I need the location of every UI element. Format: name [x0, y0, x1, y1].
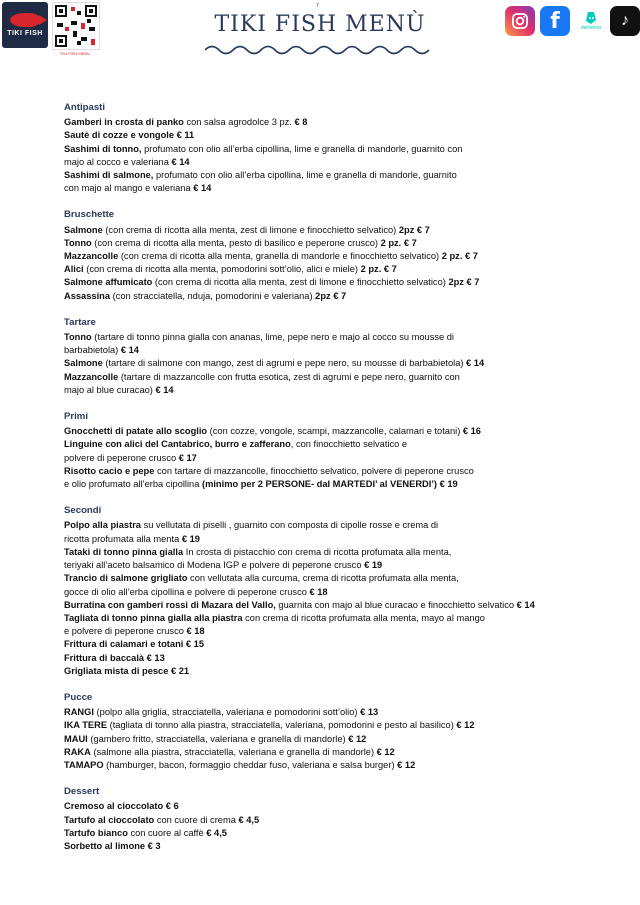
- menu-line-bold: 2 pz. € 7: [441, 251, 478, 262]
- menu-line-bold: € 18: [186, 626, 205, 637]
- section-title: Bruschette: [64, 209, 115, 221]
- menu-line-text: (con crema di ricotta alla menta, pesto di basilico e peperone crusco): [91, 237, 381, 248]
- qr-caption: TIKI FISH MENU: [59, 51, 91, 56]
- menu-line: [64, 182, 624, 195]
- menu-line: [64, 237, 624, 250]
- menu-line-bold: Tonno: [64, 332, 92, 343]
- instagram-icon[interactable]: [505, 6, 535, 36]
- menu-line-text: teriyaki all’aceto balsamico di Modena IGP e polvere di peperone crusco: [64, 560, 365, 571]
- menu-line-bold: € 14: [120, 345, 139, 356]
- menu-line-text: profumato con olio all’erba cipollina, lime e granella di mandorle, guarnito con: [141, 143, 463, 154]
- menu-line-bold: Salmone affumicato: [64, 277, 153, 288]
- menu-line-bold: Cremoso al cioccolato € 6: [64, 801, 179, 812]
- menu-line-bold: Assassina: [64, 290, 110, 301]
- menu-line-text: In crosta di pistacchio con crema di ricotta profumata alla menta,: [183, 546, 452, 557]
- section-title: Tartare: [64, 316, 96, 328]
- menu-line: [64, 746, 624, 759]
- menu-line-text: con tartare di mazzancolle, finocchietto selvatico, polvere di peperone crusco: [154, 465, 474, 476]
- menu-line-bold: € 19: [364, 560, 383, 571]
- menu-line-text: majo al blue curacao): [64, 384, 156, 395]
- menu-content: [64, 101, 624, 853]
- menu-line: [64, 169, 624, 182]
- menu-line-text: (tagliata di tonno alla piastra, stracciatella, valeriana, pomodorini e pesto al basilico): [107, 720, 457, 731]
- menu-line-bold: € 14: [466, 358, 485, 369]
- menu-line-bold: Burratina con gamberi rossi di Mazara del Vallo,: [64, 599, 276, 610]
- section-title: Pucce: [64, 691, 93, 703]
- section-title: Dessert: [64, 786, 100, 798]
- menu-line-bold: RAKA: [64, 746, 91, 757]
- menu-line-bold: € 12: [456, 720, 475, 731]
- menu-line-bold: € 17: [178, 452, 197, 463]
- menu-line-bold: € 4,5: [206, 827, 227, 838]
- menu-line-bold: 2pz € 7: [315, 290, 347, 301]
- menu-line-bold: Frittura di calamari e totani € 15: [64, 639, 205, 650]
- section-title: Primi: [64, 411, 88, 423]
- section-title: Secondi: [64, 505, 102, 517]
- facebook-icon[interactable]: f: [540, 6, 570, 36]
- menu-line: [64, 840, 624, 853]
- menu-line-bold: Sashimi di tonno,: [64, 143, 142, 154]
- menu-line-bold: MAUI: [64, 733, 88, 744]
- menu-line-bold: Sashimi di salmone,: [64, 170, 154, 181]
- menu-line-bold: € 14: [171, 156, 190, 167]
- menu-line-bold: € 13: [360, 707, 379, 718]
- menu-line: [64, 652, 624, 665]
- menu-line-bold: € 14: [516, 599, 535, 610]
- menu-line-text: con salsa agrodolce 3 pz.: [183, 117, 295, 128]
- menu-line: [64, 533, 624, 546]
- menu-line-bold: Gamberi in crosta di panko: [64, 117, 184, 128]
- menu-line: [64, 290, 624, 303]
- menu-line: [64, 665, 624, 678]
- menu-line: [64, 143, 624, 156]
- menu-line: [64, 344, 624, 357]
- menu-line: [64, 559, 624, 572]
- menu-line-bold: € 16: [462, 426, 481, 437]
- menu-line-bold: Tataki di tonno pinna gialla: [64, 546, 184, 557]
- menu-line-text: con crema di ricotta profumata alla menta, mayo al mango: [242, 612, 485, 623]
- menu-line-text: su vellutata di piselli , guarnito con composta di cipolle rosse e crema di: [140, 520, 439, 531]
- menu-line-bold: RANGI: [64, 707, 94, 718]
- page-title: TIKI FISH MENÙ: [214, 12, 426, 37]
- menu-line-text: con cuore di crema: [154, 814, 239, 825]
- menu-line-text: (polpo alla griglia, stracciatella, valeriana e pomodorini sott’olio): [93, 707, 361, 718]
- menu-line: [64, 638, 624, 651]
- menu-line-bold: € 14: [193, 183, 212, 194]
- menu-line-text: (tartare di tonno pinna gialla con ananas, lime, pepe nero e majo al cocco su mousse di: [91, 332, 454, 343]
- page-number: 7: [316, 3, 319, 9]
- menu-line: [64, 719, 624, 732]
- menu-line-text: , con finocchietto selvatico e: [290, 439, 408, 450]
- menu-line-text: (con stracciatella, nduja, pomodorini e valeriana): [110, 290, 316, 301]
- menu-line: [64, 331, 624, 344]
- menu-line-bold: Mazzancolle: [64, 371, 119, 382]
- menu-line-bold: Salmone: [64, 224, 103, 235]
- menu-line-bold: 2 pz. € 7: [380, 237, 417, 248]
- menu-line-bold: Salmone: [64, 358, 103, 369]
- menu-line: [64, 827, 624, 840]
- menu-line: [64, 612, 624, 625]
- menu-line-text: (con crema di ricotta alla menta, zest di limone e finocchietto selvatico): [152, 277, 449, 288]
- wave-divider-icon: [205, 43, 435, 57]
- menu-line-bold: € 12: [348, 733, 367, 744]
- menu-line: [64, 465, 624, 478]
- menu-line-bold: Grigliata mista di pesce € 21: [64, 665, 190, 676]
- menu-line-bold: IKA TERE: [64, 720, 108, 731]
- menu-line: [64, 425, 624, 438]
- menu-line-text: profumato con olio all’erba cipollina, lime e granella di mandorle, guarnito: [153, 170, 457, 181]
- menu-line: [64, 129, 624, 142]
- menu-line-bold: € 4,5: [238, 814, 260, 825]
- menu-line-bold: Sautè di cozze e vongole € 11: [64, 130, 195, 141]
- menu-line: [64, 478, 624, 491]
- menu-line-bold: Trancio di salmone grigliato: [64, 573, 188, 584]
- logo-text: TIKI FISH: [7, 30, 43, 37]
- menu-line-bold: Gnocchetti di patate allo scoglio: [64, 426, 208, 437]
- menu-line-bold: Sorbetto al limone € 3: [64, 840, 161, 851]
- menu-line: [64, 438, 624, 451]
- menu-line-text: majo al cocco e valeriana: [64, 156, 172, 167]
- menu-line-text: barbabietola): [64, 345, 121, 356]
- menu-line-text: (con crema di ricotta alla menta, zest di limone e finocchietto selvatico): [102, 224, 399, 235]
- menu-line: [64, 586, 624, 599]
- menu-line-text: (gambero fritto, stracciatella, valeriana e granella di mandorle): [87, 733, 349, 744]
- menu-line-bold: Tartufo al cioccolato: [64, 814, 155, 825]
- deliveroo-icon[interactable]: [576, 6, 606, 36]
- menu-line-bold: Frittura di baccalà € 13: [64, 652, 165, 663]
- tiktok-icon[interactable]: ♪: [610, 6, 640, 36]
- menu-line-text: gocce di olio all’erba cipollina e polvere di peperone crusco: [64, 586, 310, 597]
- menu-line-bold: 2pz € 7: [398, 224, 430, 235]
- menu-line: [64, 156, 624, 169]
- menu-line-text: e polvere di peperone crusco: [64, 626, 187, 637]
- menu-line: [64, 276, 624, 289]
- menu-line: [64, 814, 624, 827]
- menu-line-bold: Tartufo bianco: [64, 827, 128, 838]
- menu-line-bold: Alici: [64, 264, 84, 275]
- menu-line-text: (hamburger, bacon, formaggio cheddar fuso, valeriana e salsa burger): [103, 759, 398, 770]
- menu-line-bold: 2 pz. € 7: [360, 264, 397, 275]
- menu-line: [64, 452, 624, 465]
- menu-line: [64, 250, 624, 263]
- menu-line-bold: € 12: [397, 759, 416, 770]
- menu-line: [64, 759, 624, 772]
- menu-line-bold: Mazzancolle: [64, 251, 119, 262]
- menu-line: [64, 371, 624, 384]
- menu-line: [64, 357, 624, 370]
- section-title: Antipasti: [64, 102, 106, 113]
- menu-line-text: (con crema di ricotta alla menta, granella di mandorle e finocchietto selvatico): [118, 251, 442, 262]
- menu-line: [64, 625, 624, 638]
- menu-line-text: (tartare di salmone con mango, zest di agrumi e pepe nero, su mousse di barbabietola): [102, 358, 467, 369]
- menu-line: [64, 572, 624, 585]
- menu-line-text: (con cozze, vongole, scampi, mazzancolle, calamari e totani): [207, 426, 463, 437]
- menu-line-text: (salmone alla piastra, stracciatella, valeriana e granella di mandorle): [90, 746, 377, 757]
- menu-line-bold: € 14: [155, 384, 174, 395]
- menu-line-bold: TAMAPO: [64, 759, 104, 770]
- menu-line: [64, 519, 624, 532]
- menu-line-text: polvere di peperone crusco: [64, 452, 179, 463]
- deliveroo-label: deliveroo: [580, 25, 602, 31]
- menu-line-bold: € 8: [294, 117, 308, 128]
- menu-line-text: ricotta profumata alla menta: [64, 533, 182, 544]
- menu-line: [64, 384, 624, 397]
- menu-line-text: (tartare di mazzancolle con frutta esotica, zest di agrumi e pepe nero, guarnito con: [118, 371, 460, 382]
- menu-line-bold: Linguine con alici del Cantabrico, burro e zafferano: [64, 439, 291, 450]
- menu-line: [64, 706, 624, 719]
- menu-line: [64, 546, 624, 559]
- menu-line-bold: (minimo per 2 PERSONE- dal MARTEDI’ al VENERDI’) € 19: [201, 479, 458, 490]
- menu-line-text: con cuore al caffè: [127, 827, 207, 838]
- menu-line-bold: € 18: [309, 586, 328, 597]
- menu-line-text: con vellutata alla curcuma, crema di ricotta profumata alla menta,: [187, 573, 459, 584]
- menu-line-bold: Tagliata di tonno pinna gialla alla piastra: [64, 612, 243, 623]
- menu-line-bold: 2pz € 7: [448, 277, 480, 288]
- menu-line: [64, 116, 624, 129]
- menu-line: [64, 599, 624, 612]
- menu-line-text: e olio profumato all’erba cipollina: [64, 479, 202, 490]
- menu-line-bold: Polpo alla piastra: [64, 520, 141, 531]
- menu-line-bold: € 19: [181, 533, 200, 544]
- menu-line: [64, 224, 624, 237]
- menu-line-bold: Risotto cacio e pepe: [64, 465, 155, 476]
- menu-line-bold: Tonno: [64, 237, 92, 248]
- menu-line: [64, 733, 624, 746]
- menu-line-bold: € 12: [376, 746, 395, 757]
- menu-line: [64, 263, 624, 276]
- menu-line-text: guarnita con majo al blue curacao e finocchietto selvatico: [275, 599, 517, 610]
- menu-line-text: (con crema di ricotta alla menta, pomodorini sott’olio, alici e miele): [83, 264, 361, 275]
- menu-line: [64, 800, 624, 813]
- menu-line-text: con majo al mango e valeriana: [64, 183, 194, 194]
